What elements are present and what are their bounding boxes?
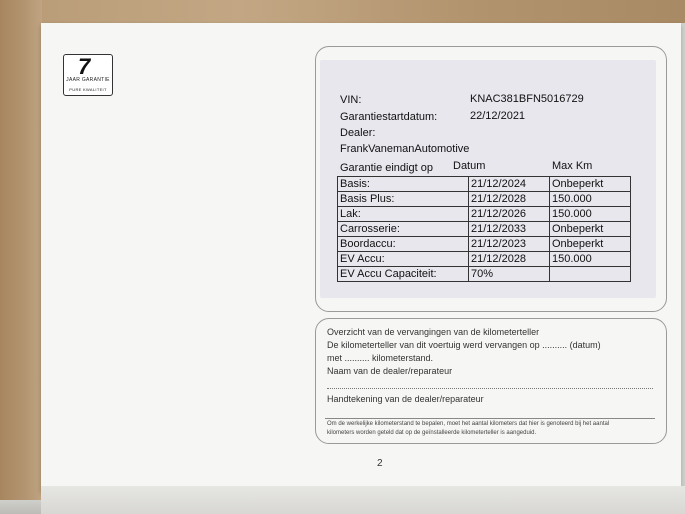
footnote-line-2: kilometers worden geteld dat op de geïnstalleerde kilometerteller is aangeduid. xyxy=(327,430,537,436)
table-row xyxy=(338,237,631,252)
vin-label: VIN: xyxy=(340,94,362,106)
wooden-table-left xyxy=(0,0,42,514)
coverage-date: 21/12/2026 xyxy=(469,207,550,222)
booklet-page-fold xyxy=(41,486,685,514)
table-row xyxy=(338,177,631,192)
dealer-value: FrankVanemanAutomotive xyxy=(340,143,470,155)
logo-number: 7 xyxy=(78,54,91,79)
vin-value: KNAC381BFN5016729 xyxy=(470,93,584,105)
coverage-date: 70% xyxy=(469,267,550,282)
signature-label: Handtekening van de dealer/reparateur xyxy=(327,394,484,404)
coverage-km: 150.000 xyxy=(550,207,631,222)
logo-text-bottom: PURE KWALITEIT xyxy=(69,87,107,92)
table-row xyxy=(338,222,631,237)
coverage-name: EV Accu: xyxy=(338,252,469,267)
warranty-logo xyxy=(63,54,113,96)
coverage-name: EV Accu Capaciteit: xyxy=(338,267,469,282)
column-header-date: Datum xyxy=(453,160,486,172)
footnote-divider xyxy=(325,418,655,419)
dealer-label: Dealer: xyxy=(340,127,376,139)
odometer-title: Overzicht van de vervangingen van de kilometerteller xyxy=(327,327,540,337)
coverage-km: Onbeperkt xyxy=(550,237,631,252)
coverage-km: Onbeperkt xyxy=(550,222,631,237)
coverage-date: 21/12/2033 xyxy=(469,222,550,237)
coverage-date: 21/12/2028 xyxy=(469,252,550,267)
table-row xyxy=(338,252,631,267)
coverage-name: Lak: xyxy=(338,207,469,222)
coverage-km: Onbeperkt xyxy=(550,177,631,192)
coverage-km xyxy=(550,267,631,282)
coverage-km: 150.000 xyxy=(550,192,631,207)
table-row xyxy=(338,207,631,222)
odometer-line-date: De kilometerteller van dit voertuig werd vervangen op .......... (datum) xyxy=(327,340,601,350)
page-number: 2 xyxy=(377,458,383,469)
coverage-date: 21/12/2024 xyxy=(469,177,550,192)
column-header-warranty: Garantie eindigt op xyxy=(340,162,433,174)
coverage-name: Basis Plus: xyxy=(338,192,469,207)
start-date-value: 22/12/2021 xyxy=(470,110,526,122)
coverage-name: Carrosserie: xyxy=(338,222,469,237)
coverage-date: 21/12/2028 xyxy=(469,192,550,207)
start-date-label: Garantiestartdatum: xyxy=(340,111,438,123)
coverage-name: Basis: xyxy=(338,177,469,192)
coverage-km: 150.000 xyxy=(550,252,631,267)
table-row xyxy=(338,192,631,207)
footnote-line-1: Om de werkelijke kilometerstand te bepalen, moet het aantal kilometers dat hier is genoteerd bij het aantal xyxy=(327,421,610,427)
warranty-table xyxy=(337,176,631,282)
coverage-name: Boordaccu: xyxy=(338,237,469,252)
table-row xyxy=(338,267,631,282)
logo-text-top: JAAR GARANTIE xyxy=(66,77,110,83)
odometer-line-km: met .......... kilometerstand. xyxy=(327,353,434,363)
coverage-date: 21/12/2023 xyxy=(469,237,550,252)
dealer-name-line xyxy=(327,388,653,389)
dealer-name-label: Naam van de dealer/reparateur xyxy=(327,366,453,376)
column-header-km: Max Km xyxy=(552,160,593,172)
